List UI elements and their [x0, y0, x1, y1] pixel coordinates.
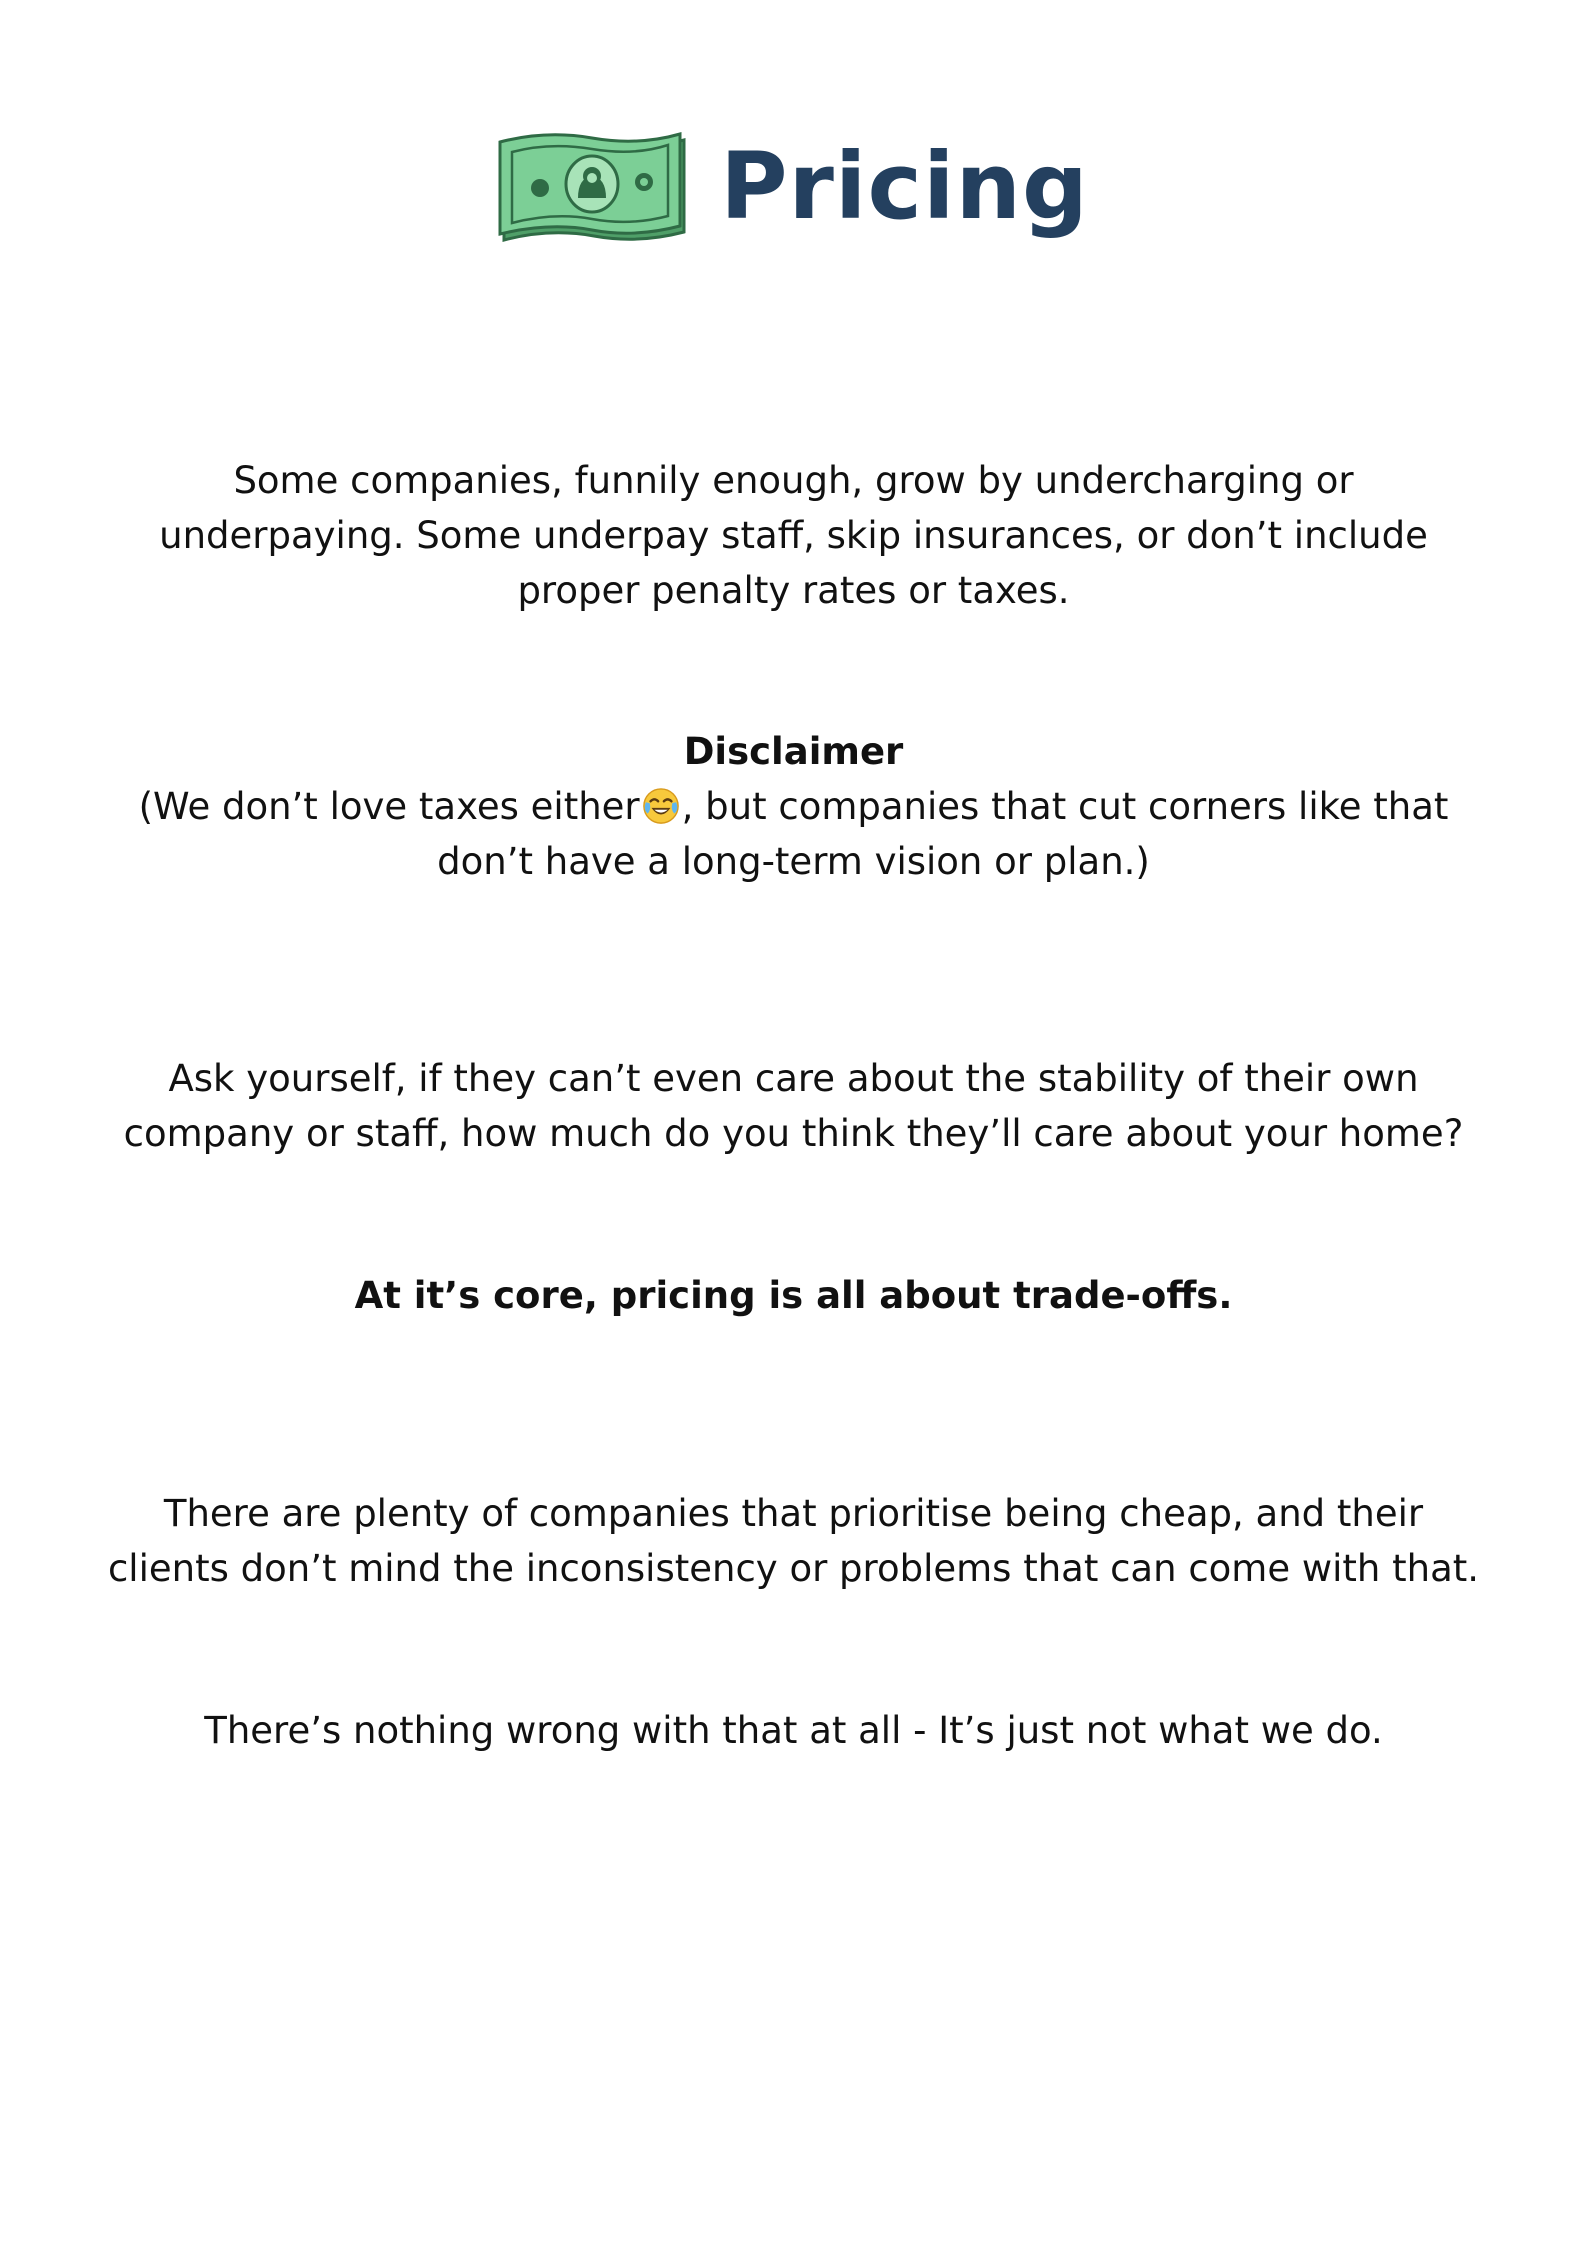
cheap-line: clients don’t mind the inconsistency or problems that can come with that.: [107, 1547, 1480, 1590]
disclaimer-line: [0, 779, 1587, 834]
intro-paragraph: [0, 453, 1587, 618]
intro-line: proper penalty rates or taxes.: [517, 569, 1070, 612]
question-line: company or staff, how much do you think they’ll care about your home?: [123, 1112, 1464, 1155]
disclaimer-text-before: (We don’t love taxes either: [138, 785, 640, 828]
core-line: At it’s core, pricing is all about trade-offs.: [354, 1274, 1233, 1317]
page-title: Pricing: [720, 133, 1089, 240]
question-line: Ask yourself, if they can’t even care about the stability of their own: [168, 1057, 1419, 1100]
cheap-paragraph: [0, 1486, 1587, 1596]
money-bill-icon: [498, 132, 690, 248]
disclaimer-text-after: , but companies that cut corners like that: [681, 785, 1449, 828]
face-with-tears-of-joy-icon: [642, 787, 680, 825]
core-statement: [0, 1268, 1587, 1323]
question-paragraph: [0, 1051, 1587, 1161]
closing-paragraph: [0, 1703, 1587, 1758]
disclaimer-heading: Disclaimer: [683, 730, 904, 773]
cheap-line: There are plenty of companies that prioritise being cheap, and their: [163, 1492, 1424, 1535]
disclaimer-line: don’t have a long-term vision or plan.): [437, 840, 1150, 883]
closing-line: There’s nothing wrong with that at all - It’s just not what we do.: [204, 1709, 1383, 1752]
intro-line: underpaying. Some underpay staff, skip insurances, or don’t include: [159, 514, 1428, 557]
intro-line: Some companies, funnily enough, grow by undercharging or: [233, 459, 1354, 502]
disclaimer-block: [0, 724, 1587, 889]
page-header: [0, 132, 1587, 248]
